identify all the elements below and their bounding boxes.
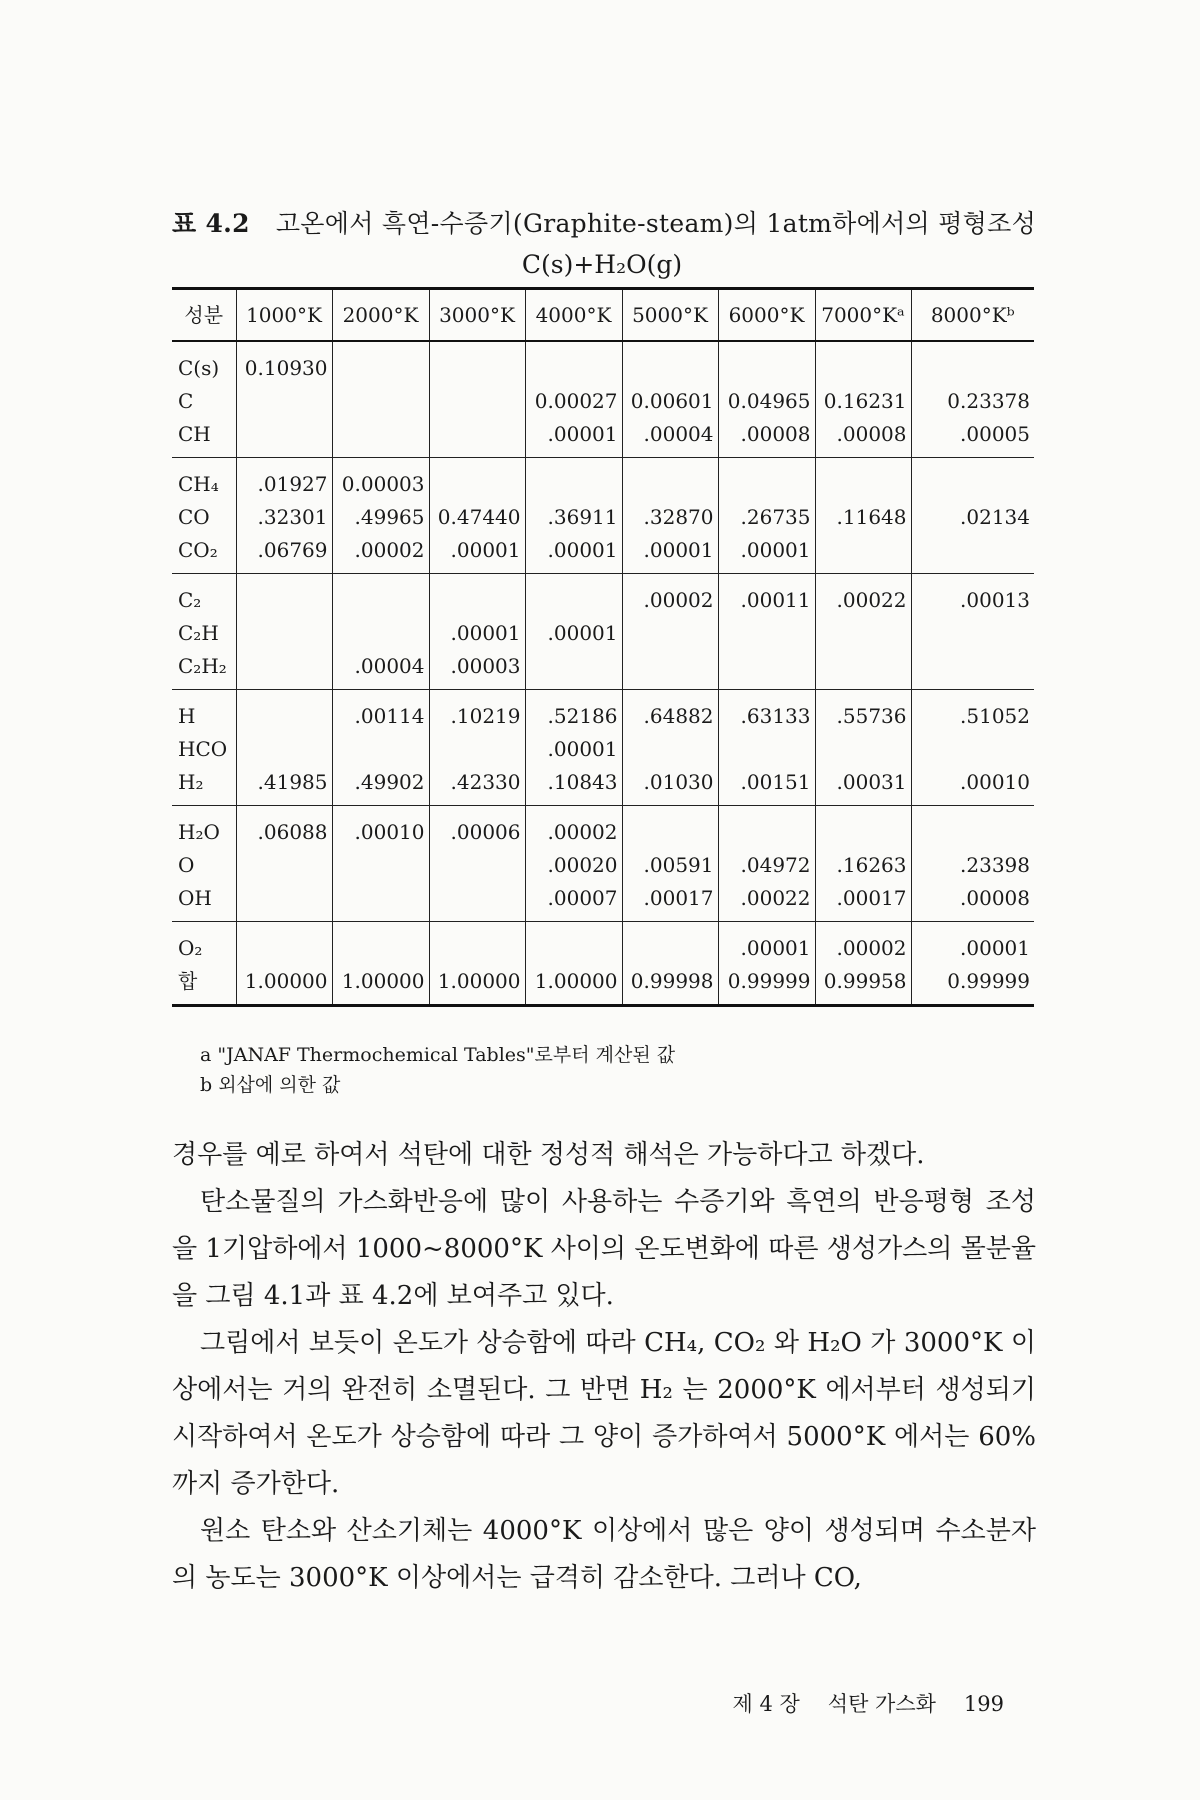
mole-fraction-cell	[236, 882, 332, 922]
footnote-b: b 외삽에 의한 값	[200, 1074, 341, 1096]
table-group	[172, 922, 1034, 1006]
mole-fraction-cell	[332, 341, 429, 385]
mole-fraction-cell: .00003	[429, 650, 525, 690]
table-caption	[172, 204, 1037, 279]
mole-fraction-cell: .16263	[815, 849, 911, 882]
component-name: C₂H	[172, 617, 236, 650]
mole-fraction-cell	[622, 617, 718, 650]
mole-fraction-cell: .00013	[911, 574, 1034, 618]
mole-fraction-cell	[332, 617, 429, 650]
table-row	[172, 965, 1034, 1006]
page-footer	[705, 1688, 1005, 1718]
mole-fraction-cell: .00022	[815, 574, 911, 618]
mole-fraction-cell	[815, 458, 911, 502]
mole-fraction-cell	[718, 617, 815, 650]
table-header	[172, 289, 1034, 342]
mole-fraction-cell: .00005	[960, 422, 1030, 446]
component-name: HCO	[172, 733, 236, 766]
mole-fraction-cell	[525, 341, 622, 385]
mole-fraction-cell: .00010	[332, 806, 429, 850]
header-temperature: 2000°K	[332, 289, 429, 342]
component-name: C₂H₂	[172, 650, 236, 690]
mole-fraction-cell: .00001	[911, 922, 1034, 966]
mole-fraction-cell: .51052	[911, 690, 1034, 734]
mole-fraction-cell	[332, 418, 429, 458]
mole-fraction-cell: .01030	[622, 766, 718, 806]
mole-fraction-cell	[236, 922, 332, 966]
mole-fraction-cell: .41985	[236, 766, 332, 806]
mole-fraction-cell	[815, 806, 911, 850]
mole-fraction-cell	[429, 458, 525, 502]
table-row	[172, 385, 1034, 418]
component-name: H₂O	[172, 806, 236, 850]
component-name: C	[172, 385, 236, 418]
paragraph-3: 그림에서 보듯이 온도가 상승함에 따라 CH₄, CO₂ 와 H₂O 가 3000°K 이상에서는 거의 완전히 소멸된다. 그 반면 H₂ 는 2000°K 에서부터 생성되기 시작하여서 온도가 상승함에 따라 그 양이 증가하여서 5000°K 에서는 60%까지 증가한다.	[172, 1328, 1036, 1499]
mole-fraction-cell	[718, 733, 815, 766]
mole-fraction-cell: .00022	[718, 882, 815, 922]
table-footnotes	[200, 1040, 675, 1100]
mole-fraction-cell: .55736	[815, 690, 911, 734]
table-row	[172, 849, 1034, 882]
header-row	[172, 289, 1034, 342]
mole-fraction-cell: .00001	[429, 617, 525, 650]
mole-fraction-cell: 0.99958	[815, 965, 911, 1006]
body-text	[172, 1132, 1036, 1602]
mole-fraction-cell: .00008	[960, 886, 1030, 910]
mole-fraction-cell	[236, 574, 332, 618]
mole-fraction-cell: .00004	[622, 418, 718, 458]
paragraph-1: 경우를 예로 하여서 석탄에 대한 정성적 해석은 가능하다고 하겠다.	[172, 1140, 925, 1170]
mole-fraction-cell	[622, 922, 718, 966]
header-temperature: 1000°K	[236, 289, 332, 342]
mole-fraction-cell: .10219	[429, 690, 525, 734]
table-number: 표 4.2	[172, 209, 250, 238]
mole-fraction-cell: .00008	[815, 418, 911, 458]
footer-title: 석탄 가스화	[827, 1692, 936, 1716]
table-row	[172, 617, 1034, 650]
mole-fraction-cell: 0.04965	[718, 385, 815, 418]
table-row	[172, 650, 1034, 690]
mole-fraction-cell	[236, 733, 332, 766]
mole-fraction-cell: .63133	[718, 690, 815, 734]
table-row	[172, 733, 1034, 766]
table-group	[172, 806, 1034, 922]
mole-fraction-cell	[525, 574, 622, 618]
component-name: CO₂	[172, 534, 236, 574]
mole-fraction-cell	[429, 922, 525, 966]
mole-fraction-cell	[332, 882, 429, 922]
mole-fraction-cell	[622, 733, 718, 766]
mole-fraction-cell	[911, 617, 1034, 650]
component-name: OH	[172, 882, 236, 922]
mole-fraction-cell: 0.00003	[332, 458, 429, 502]
mole-fraction-cell: .23398	[960, 853, 1030, 877]
mole-fraction-cell: .04972	[718, 849, 815, 882]
mole-fraction-cell: .64882	[622, 690, 718, 734]
mole-fraction-cell	[815, 534, 911, 574]
mole-fraction-cell	[525, 458, 622, 502]
mole-fraction-cell	[622, 806, 718, 850]
component-name: H	[172, 690, 236, 734]
mole-fraction-cell: .00017	[622, 882, 718, 922]
mole-fraction-cell: 0.00601	[622, 385, 718, 418]
mole-fraction-cell: 0.99999	[911, 965, 1034, 1006]
mole-fraction-cell	[429, 849, 525, 882]
mole-fraction-cell: .00004	[332, 650, 429, 690]
table-row	[172, 690, 1034, 734]
paragraph-4: 원소 탄소와 산소기체는 4000°K 이상에서 많은 양이 생성되며 수소분자의 농도는 3000°K 이상에서는 급격히 감소한다. 그러나 CO,	[172, 1516, 1036, 1593]
table-group	[172, 690, 1034, 806]
table-group	[172, 458, 1034, 574]
mole-fraction-cell	[429, 882, 525, 922]
mole-fraction-cell: 1.00000	[429, 965, 525, 1006]
mole-fraction-cell	[429, 385, 525, 418]
mole-fraction-cell: 1.00000	[332, 965, 429, 1006]
mole-fraction-cell: 0.47440	[429, 501, 525, 534]
mole-fraction-cell: .42330	[429, 766, 525, 806]
component-name: H₂	[172, 766, 236, 806]
table-row	[172, 806, 1034, 850]
table-row	[172, 341, 1034, 385]
mole-fraction-cell: .36911	[525, 501, 622, 534]
mole-fraction-cell	[911, 733, 1034, 766]
mole-fraction-cell: .00002	[332, 534, 429, 574]
mole-fraction-cell: .00020	[525, 849, 622, 882]
table-group	[172, 341, 1034, 458]
mole-fraction-cell: .00002	[815, 922, 911, 966]
table-group	[172, 574, 1034, 690]
mole-fraction-cell	[622, 341, 718, 385]
table-row	[172, 766, 1034, 806]
mole-fraction-cell	[332, 385, 429, 418]
footer-chapter: 제 4 장	[732, 1692, 800, 1716]
mole-fraction-cell: .06769	[236, 534, 332, 574]
mole-fraction-cell	[911, 650, 1034, 690]
mole-fraction-cell	[236, 617, 332, 650]
mole-fraction-cell	[236, 849, 332, 882]
header-temperature: 4000°K	[525, 289, 622, 342]
mole-fraction-cell: .00001	[525, 534, 622, 574]
mole-fraction-cell	[718, 458, 815, 502]
mole-fraction-cell	[525, 650, 622, 690]
mole-fraction-cell	[332, 733, 429, 766]
table-row	[172, 574, 1034, 618]
mole-fraction-cell	[525, 922, 622, 966]
mole-fraction-cell: .00006	[429, 806, 525, 850]
header-temperature: 3000°K	[429, 289, 525, 342]
mole-fraction-cell	[718, 341, 815, 385]
mole-fraction-cell	[332, 849, 429, 882]
mole-fraction-cell: .32870	[622, 501, 718, 534]
mole-fraction-cell	[622, 650, 718, 690]
mole-fraction-cell: 0.00027	[525, 385, 622, 418]
table-title: 고온에서 흑연-수증기(Graphite-steam)의 1atm하에서의 평형조성	[275, 209, 1037, 238]
mole-fraction-cell	[815, 617, 911, 650]
component-name: CO	[172, 501, 236, 534]
mole-fraction-cell: .00002	[525, 806, 622, 850]
mole-fraction-cell	[911, 341, 1034, 385]
mole-fraction-cell: .00031	[815, 766, 911, 806]
mole-fraction-cell	[815, 733, 911, 766]
table-row	[172, 458, 1034, 502]
mole-fraction-cell	[718, 806, 815, 850]
equilibrium-composition-table	[172, 287, 1034, 1007]
mole-fraction-cell	[429, 574, 525, 618]
mole-fraction-cell	[815, 341, 911, 385]
mole-fraction-cell: .00114	[332, 690, 429, 734]
mole-fraction-cell: .00001	[429, 534, 525, 574]
mole-fraction-cell: 0.99999	[718, 965, 815, 1006]
mole-fraction-cell: .00001	[525, 617, 622, 650]
mole-fraction-cell	[332, 574, 429, 618]
reaction-equation: C(s)+H₂O(g)	[521, 250, 683, 279]
component-name: C₂	[172, 574, 236, 618]
component-name: CH	[172, 418, 236, 458]
mole-fraction-cell: .11648	[815, 501, 911, 534]
mole-fraction-cell: .00008	[718, 418, 815, 458]
mole-fraction-cell	[429, 341, 525, 385]
mole-fraction-cell	[236, 385, 332, 418]
mole-fraction-cell	[236, 650, 332, 690]
table-row	[172, 501, 1034, 534]
mole-fraction-cell: .00011	[718, 574, 815, 618]
mole-fraction-cell: 0.10930	[236, 341, 332, 385]
mole-fraction-cell: .00591	[622, 849, 718, 882]
header-temperature: 8000°Kᵇ	[911, 289, 1034, 342]
mole-fraction-cell: .26735	[718, 501, 815, 534]
component-name: O₂	[172, 922, 236, 966]
table-row	[172, 922, 1034, 966]
mole-fraction-cell	[429, 733, 525, 766]
mole-fraction-cell	[236, 690, 332, 734]
mole-fraction-cell: .00017	[815, 882, 911, 922]
mole-fraction-cell	[429, 418, 525, 458]
mole-fraction-cell: .00007	[525, 882, 622, 922]
mole-fraction-cell: .10843	[525, 766, 622, 806]
mole-fraction-cell: 0.99998	[622, 965, 718, 1006]
footnote-a: a "JANAF Thermochemical Tables"로부터 계산된 값	[200, 1044, 676, 1066]
mole-fraction-cell: 0.23378	[947, 389, 1030, 413]
mole-fraction-cell: .00001	[622, 534, 718, 574]
mole-fraction-cell: .49965	[332, 501, 429, 534]
header-component: 성분	[172, 289, 236, 342]
mole-fraction-cell: .52186	[525, 690, 622, 734]
mole-fraction-cell: .00010	[960, 770, 1030, 794]
mole-fraction-cell: .49902	[332, 766, 429, 806]
mole-fraction-cell: .01927	[236, 458, 332, 502]
mole-fraction-cell	[332, 922, 429, 966]
component-name: C(s)	[172, 341, 236, 385]
mole-fraction-cell: .00002	[622, 574, 718, 618]
mole-fraction-cell: .06088	[236, 806, 332, 850]
header-temperature: 5000°K	[622, 289, 718, 342]
component-name: O	[172, 849, 236, 882]
mole-fraction-cell: .00001	[718, 922, 815, 966]
mole-fraction-cell: .00001	[525, 418, 622, 458]
mole-fraction-cell	[911, 806, 1034, 850]
mole-fraction-cell	[815, 650, 911, 690]
mole-fraction-cell	[718, 650, 815, 690]
component-name: CH₄	[172, 458, 236, 502]
mole-fraction-cell: 0.16231	[815, 385, 911, 418]
mole-fraction-cell: .00151	[718, 766, 815, 806]
mole-fraction-cell: 1.00000	[236, 965, 332, 1006]
table-row	[172, 534, 1034, 574]
paragraph-2: 탄소물질의 가스화반응에 많이 사용하는 수증기와 흑연의 반응평형 조성을 1기압하에서 1000~8000°K 사이의 온도변화에 따른 생성가스의 몰분율을 그림 4.1과 표 4.2에 보여주고 있다.	[172, 1187, 1036, 1311]
mole-fraction-cell	[911, 534, 1034, 574]
mole-fraction-cell: 1.00000	[525, 965, 622, 1006]
table-row	[172, 418, 1034, 458]
page-number: 199	[963, 1692, 1004, 1716]
mole-fraction-cell: .00001	[718, 534, 815, 574]
mole-fraction-cell	[236, 418, 332, 458]
mole-fraction-cell: .32301	[236, 501, 332, 534]
mole-fraction-cell	[911, 458, 1034, 502]
mole-fraction-cell: .02134	[960, 505, 1030, 529]
header-temperature: 7000°Kᵃ	[815, 289, 911, 342]
component-name: 합	[172, 965, 236, 1006]
mole-fraction-cell	[622, 458, 718, 502]
header-temperature: 6000°K	[718, 289, 815, 342]
table-row	[172, 882, 1034, 922]
mole-fraction-cell: .00001	[525, 733, 622, 766]
